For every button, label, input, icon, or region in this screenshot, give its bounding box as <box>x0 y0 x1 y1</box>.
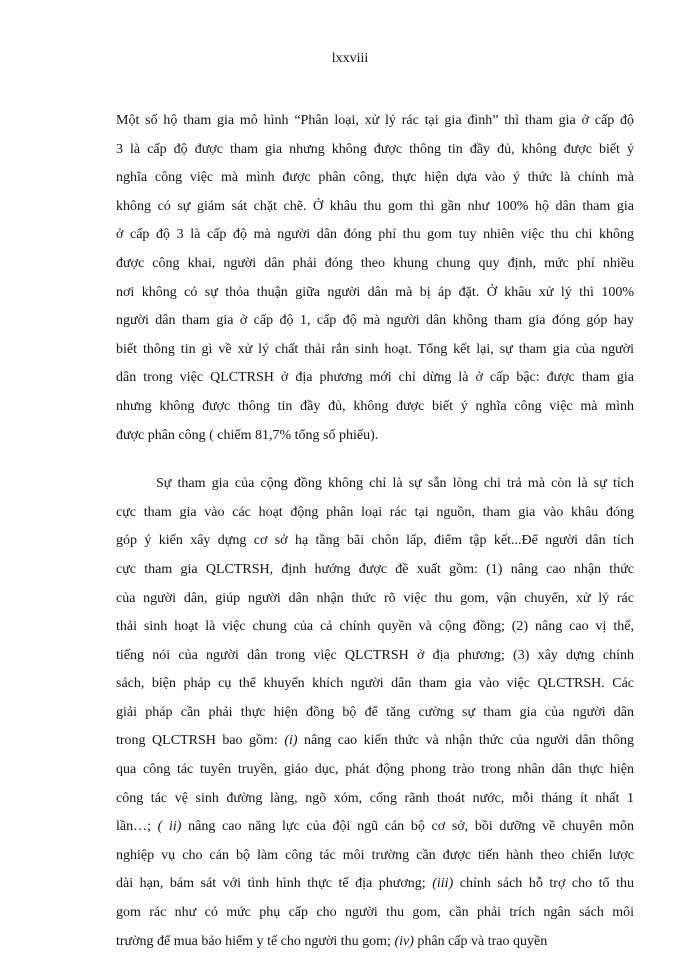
italic-marker: (iv) <box>394 933 414 949</box>
italic-marker: (i) <box>284 733 298 749</box>
text-line <box>116 221 634 250</box>
text-line <box>116 842 634 871</box>
text-line <box>116 136 634 165</box>
text-line <box>116 613 634 642</box>
text-line <box>116 699 634 728</box>
text-segment: biết thông tin gì về xử lý chất thải rắn sinh hoạt. Tổng kết lại, sự tham gia của người <box>116 341 634 357</box>
text-line <box>116 670 634 699</box>
text-line <box>116 336 634 365</box>
text-segment: chính sách hỗ trợ cho tổ thu <box>453 876 634 892</box>
text-segment: nơi không có sự thỏa thuận giữa người dân mà bị áp đặt. Ở khâu xử lý thì 100% <box>116 284 634 300</box>
text-segment: cực tham gia QLCTRSH, định hướng được đề xuất gồm: (1) nâng cao nhận thức <box>116 561 634 577</box>
text-segment: sách, biện pháp cụ thể khuyến khích người dân tham gia vào việc QLCTRSH. Các <box>116 676 634 692</box>
text-segment: công tác vệ sinh đường làng, ngõ xóm, cống rãnh thoát nước, mỗi tháng ít nhất 1 <box>116 790 634 806</box>
text-line <box>116 470 634 499</box>
italic-marker: ( ii) <box>157 819 182 835</box>
text-segment: 3 là cấp độ được tham gia nhưng không được thông tin đầy đủ, không được biết ý <box>116 141 634 157</box>
italic-marker: (iii) <box>432 876 454 892</box>
text-line <box>116 107 634 136</box>
text-segment: ở cấp độ 3 là cấp độ mà người dân đóng phí thu gom tuy nhiên việc thu chi không <box>116 227 634 243</box>
text-line <box>116 870 634 899</box>
page-number: lxxviii <box>331 51 369 66</box>
text-segment: phân cấp và trao quyền <box>413 933 548 949</box>
text-segment: qua công tác tuyên truyền, giáo dục, phát động phong trào trong nhân dân thực hiện <box>116 762 634 778</box>
text-segment: góp ý kiến xây dựng cơ sở hạ tầng bãi chôn lấp, điểm tập kết...Để người dân tích <box>116 533 634 549</box>
text-segment: Một số hộ tham gia mô hình “Phân loại, xử lý rác tại gia đình” thì tham gia ở cấp độ <box>116 113 634 128</box>
text-segment: thải sinh hoạt là việc chung của cả chính quyền và cộng đồng; (2) nâng cao vị thế, <box>116 619 634 635</box>
text-segment: lần…; <box>116 819 158 835</box>
text-line <box>116 250 634 279</box>
text-segment: gom rác như có mức phụ cấp cho người thu gom, cần phải trích ngân sách môi <box>116 905 634 921</box>
text-line <box>116 364 634 393</box>
text-segment: Sự tham gia của cộng đồng không chỉ là sự sẵn lòng chi trả mà còn là sự tích <box>156 476 634 492</box>
text-line <box>116 393 634 422</box>
text-segment: của người dân, giúp người dân nhận thức rõ việc thu gom, vận chuyển, xử lý rác <box>116 590 634 606</box>
text-segment: nghiệp vụ cho cán bộ làm công tác môi trường cần được tiến hành theo chiến lược <box>116 847 634 863</box>
text-segment: được phân công ( chiếm 81,7% tổng số phiếu). <box>116 427 379 443</box>
text-line <box>116 422 634 451</box>
text-segment: người dân tham gia ở cấp độ 1, cấp độ mà người dân không tham gia đóng góp hay <box>116 313 634 329</box>
text-line <box>116 928 634 957</box>
text-segment: không có sự giám sát chặt chẽ. Ở khâu thu gom thì gần như 100% hộ dân tham gia <box>116 198 634 214</box>
text-line <box>116 193 634 222</box>
text-segment: tiếng nói của người dân trong việc QLCTRSH ở địa phương; (3) xây dựng chính <box>116 647 634 663</box>
text-segment: nâng cao năng lực của đội ngũ cán bộ cơ sở, bồi dưỡng về chuyên môn <box>181 819 634 835</box>
text-line <box>116 756 634 785</box>
paragraph-gap <box>116 450 634 470</box>
text-segment: trong QLCTRSH bao gồm: <box>116 733 285 749</box>
text-segment: cực tham gia vào các hoạt động phân loại rác tại nguồn, tham gia vào khâu đóng <box>116 504 634 520</box>
text-line <box>116 499 634 528</box>
text-line <box>116 556 634 585</box>
text-line <box>116 642 634 671</box>
text-segment: trường để mua bảo hiểm y tế cho người thu gom; <box>116 933 395 949</box>
text-segment: được công khai, người dân phải đóng theo khung chung quy định, mức phí nhiều <box>116 255 634 271</box>
text-line <box>116 813 634 842</box>
text-segment: dân trong việc QLCTRSH ở địa phương mới chỉ dừng là ở cấp bậc: được tham gia <box>116 370 634 386</box>
text-line <box>116 785 634 814</box>
text-segment: giải pháp cần phải thực hiện đồng bộ để tăng cường sự tham gia của người dân <box>116 704 634 720</box>
text-line <box>116 899 634 928</box>
text-line <box>116 279 634 308</box>
text-line <box>116 527 634 556</box>
text-line <box>116 727 634 756</box>
text-line <box>116 585 634 614</box>
text-segment: nhưng không được thông tin đầy đủ, không được biết ý nghĩa công việc mà mình <box>116 398 634 414</box>
text-segment: nâng cao kiến thức và nhận thức của người dân thông <box>297 733 634 749</box>
body-text <box>116 107 634 956</box>
text-line <box>116 307 634 336</box>
text-segment: nghĩa công việc mà mình được phân công, thực hiện dựa vào ý thức là chính mà <box>116 170 634 186</box>
text-line <box>116 164 634 193</box>
text-segment: dài hạn, bám sát với tình hình thực tế địa phương; <box>116 876 433 892</box>
